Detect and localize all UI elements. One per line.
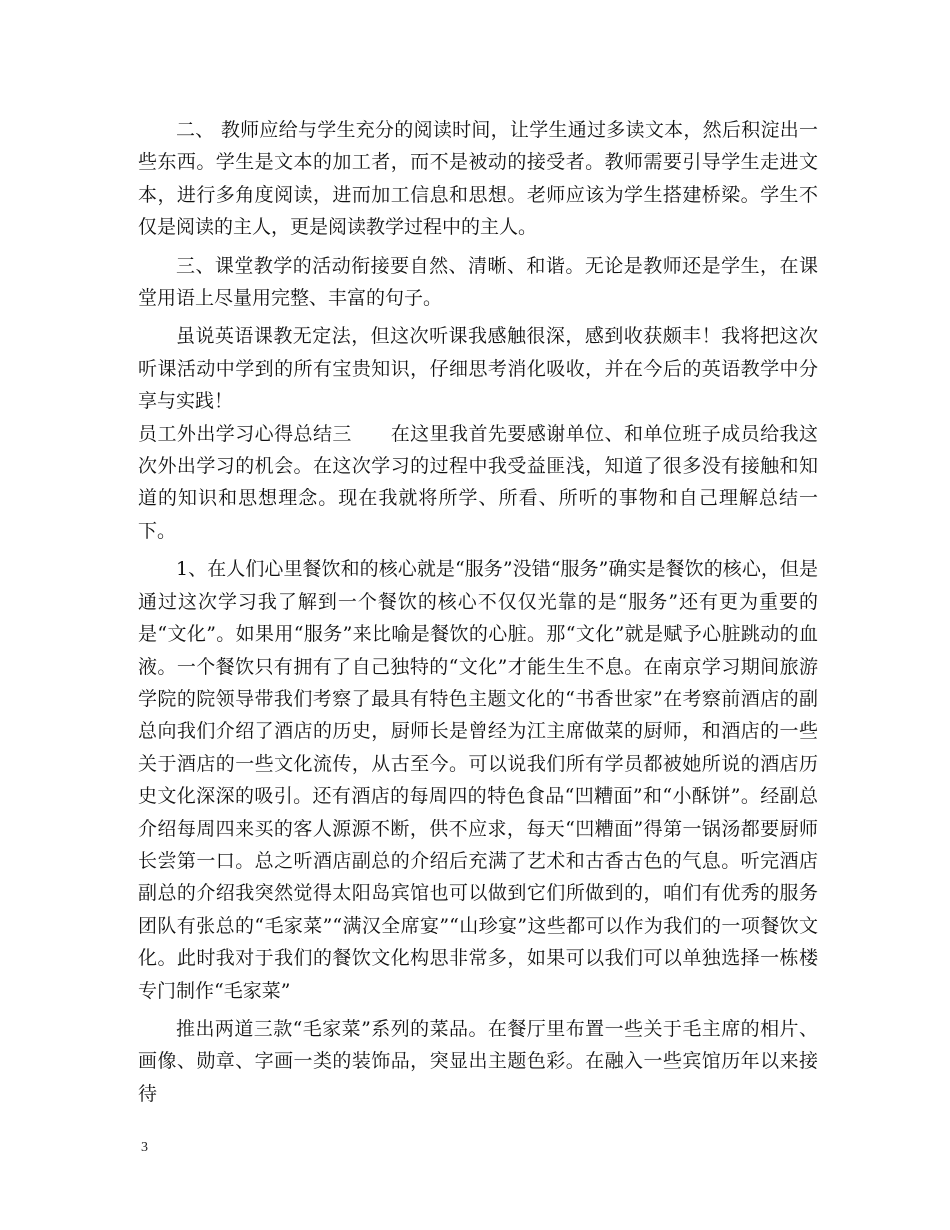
paragraph-6: 推出两道三款“毛家菜”系列的菜品。在餐厅里布置一些关于毛主席的相片、画像、勋章、字画一类的装饰品，突显出主题色彩。在融入一些宾馆历年以来接待 <box>138 1017 818 1105</box>
paragraph-4: 员工外出学习心得总结三 在这里我首先要感谢单位、和单位班子成员给我这次外出学习的机会。在这次学习的过程中我受益匪浅，知道了很多没有接触和知道的知识和思想理念。现在我就将所学、所看、所听的事物和自己理解总结一下。 <box>138 422 818 542</box>
paragraph-2: 三、课堂教学的活动衔接要自然、清晰、和谐。无论是教师还是学生，在课堂用语上尽量用完整、丰富的句子。 <box>138 254 818 310</box>
paragraph-3: 虽说英语课教无定法，但这次听课我感触很深，感到收获颇丰！我将把这次听课活动中学到的所有宝贵知识，仔细思考消化吸收，并在今后的英语教学中分享与实践！ <box>138 325 818 413</box>
paragraph-1: 二、 教师应给与学生充分的阅读时间，让学生通过多读文本，然后积淀出一些东西。学生是文本的加工者，而不是被动的接受者。教师需要引导学生走进文本，进行多角度阅读，进而加工信息和思想。老师应该为学生搭建桥梁。学生不仅是阅读的主人，更是阅读教学过程中的主人。 <box>138 119 818 239</box>
paragraph-5: 1、在人们心里餐饮和的核心就是“服务”没错“服务”确实是餐饮的核心，但是通过这次学习我了解到一个餐饮的核心不仅仅光靠的是“服务”还有更为重要的是“文化”。如果用“服务”来比喻是餐饮的心脏。那“文化”就是赋予心脏跳动的血液。一个餐饮只有拥有了自己独特的“文化”才能生生不息。在南京学习期间旅游学院的院领导带我们考察了最具有特色主题文化的“书香世家”在考察前酒店的副总向我们介绍了酒店的历史，厨师长是曾经为江主席做菜的厨师，和酒店的一些关于酒店的一些文化流传，从古至今。可以说我们所有学员都被她所说的酒店历史文化深深的吸引。还有酒店的每周四的特色食品“凹糟面”和“小酥饼”。经副总介绍每周四来买的客人源源不断，供不应求，每天“凹糟面”得第一锅汤都要厨师长尝第一口。总之听酒店副总的介绍后充满了艺术和古香古色的气息。听完酒店副总的介绍我突然觉得太阳岛宾馆也可以做到它们所做到的，咱们有优秀的服务团队有张总的“毛家菜”“满汉全席宴”“山珍宴”这些都可以作为我们的一项餐饮文化。此时我对于我们的餐饮文化构思非常多，如果可以我们可以单独选择一栋楼专门制作“毛家菜” <box>138 558 818 1002</box>
document-body <box>138 114 818 1110</box>
page-number: 3 <box>141 1140 148 1155</box>
